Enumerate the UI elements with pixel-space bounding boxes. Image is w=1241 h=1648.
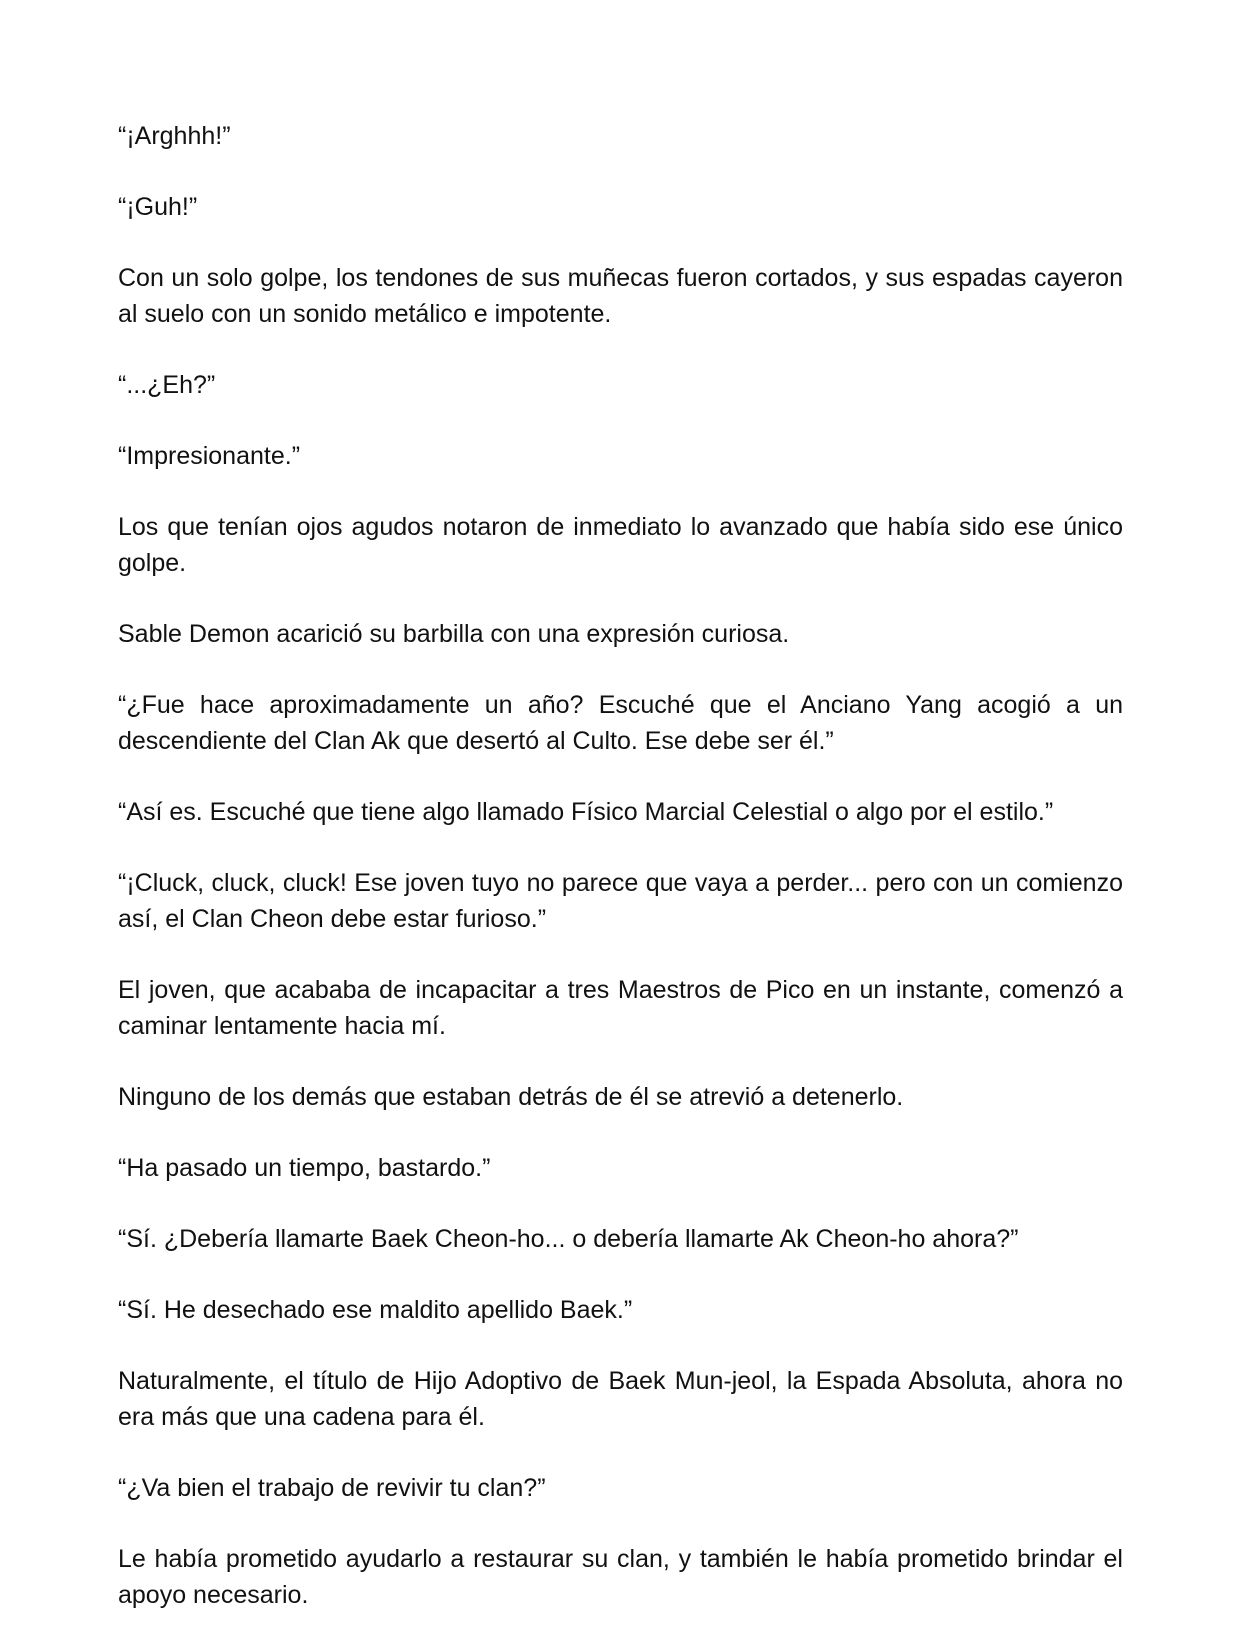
- paragraph-16: Naturalmente, el título de Hijo Adoptivo de Baek Mun-jeol, la Espada Absoluta, ahora no era más que una cadena para él.: [118, 1367, 1123, 1431]
- document-body: [118, 118, 1123, 1648]
- paragraph-10: “¡Cluck, cluck, cluck! Ese joven tuyo no parece que vaya a perder... pero con un comienzo así, el Clan Cheon debe estar furioso.”: [118, 869, 1123, 933]
- paragraph-14: “Sí. ¿Debería llamarte Baek Cheon-ho... o debería llamarte Ak Cheon-ho ahora?”: [118, 1225, 1019, 1253]
- paragraph-1: “¡Arghhh!”: [118, 122, 231, 150]
- paragraph-6: Los que tenían ojos agudos notaron de inmediato lo avanzado que había sido ese único golpe.: [118, 513, 1123, 577]
- paragraph-8: “¿Fue hace aproximadamente un año? Escuché que el Anciano Yang acogió a un descendiente del Clan Ak que desertó al Culto. Ese debe ser él.”: [118, 691, 1123, 755]
- paragraph-2: “¡Guh!”: [118, 193, 198, 221]
- paragraph-7: Sable Demon acarició su barbilla con una expresión curiosa.: [118, 620, 790, 648]
- paragraph-5: “Impresionante.”: [118, 442, 301, 470]
- paragraph-12: Ninguno de los demás que estaban detrás de él se atrevió a detenerlo.: [118, 1083, 904, 1111]
- paragraph-18: Le había prometido ayudarlo a restaurar su clan, y también le había prometido brindar el apoyo necesario.: [118, 1545, 1123, 1609]
- paragraph-9: “Así es. Escuché que tiene algo llamado Físico Marcial Celestial o algo por el estilo.”: [118, 798, 1054, 826]
- paragraph-15: “Sí. He desechado ese maldito apellido Baek.”: [118, 1296, 633, 1324]
- paragraph-4: “...¿Eh?”: [118, 371, 216, 399]
- paragraph-11: El joven, que acababa de incapacitar a tres Maestros de Pico en un instante, comenzó a caminar lentamente hacia mí.: [118, 976, 1123, 1040]
- paragraph-17: “¿Va bien el trabajo de revivir tu clan?”: [118, 1474, 546, 1502]
- paragraph-3: Con un solo golpe, los tendones de sus muñecas fueron cortados, y sus espadas cayeron al suelo con un sonido metálico e impotente.: [118, 264, 1123, 328]
- paragraph-13: “Ha pasado un tiempo, bastardo.”: [118, 1154, 491, 1182]
